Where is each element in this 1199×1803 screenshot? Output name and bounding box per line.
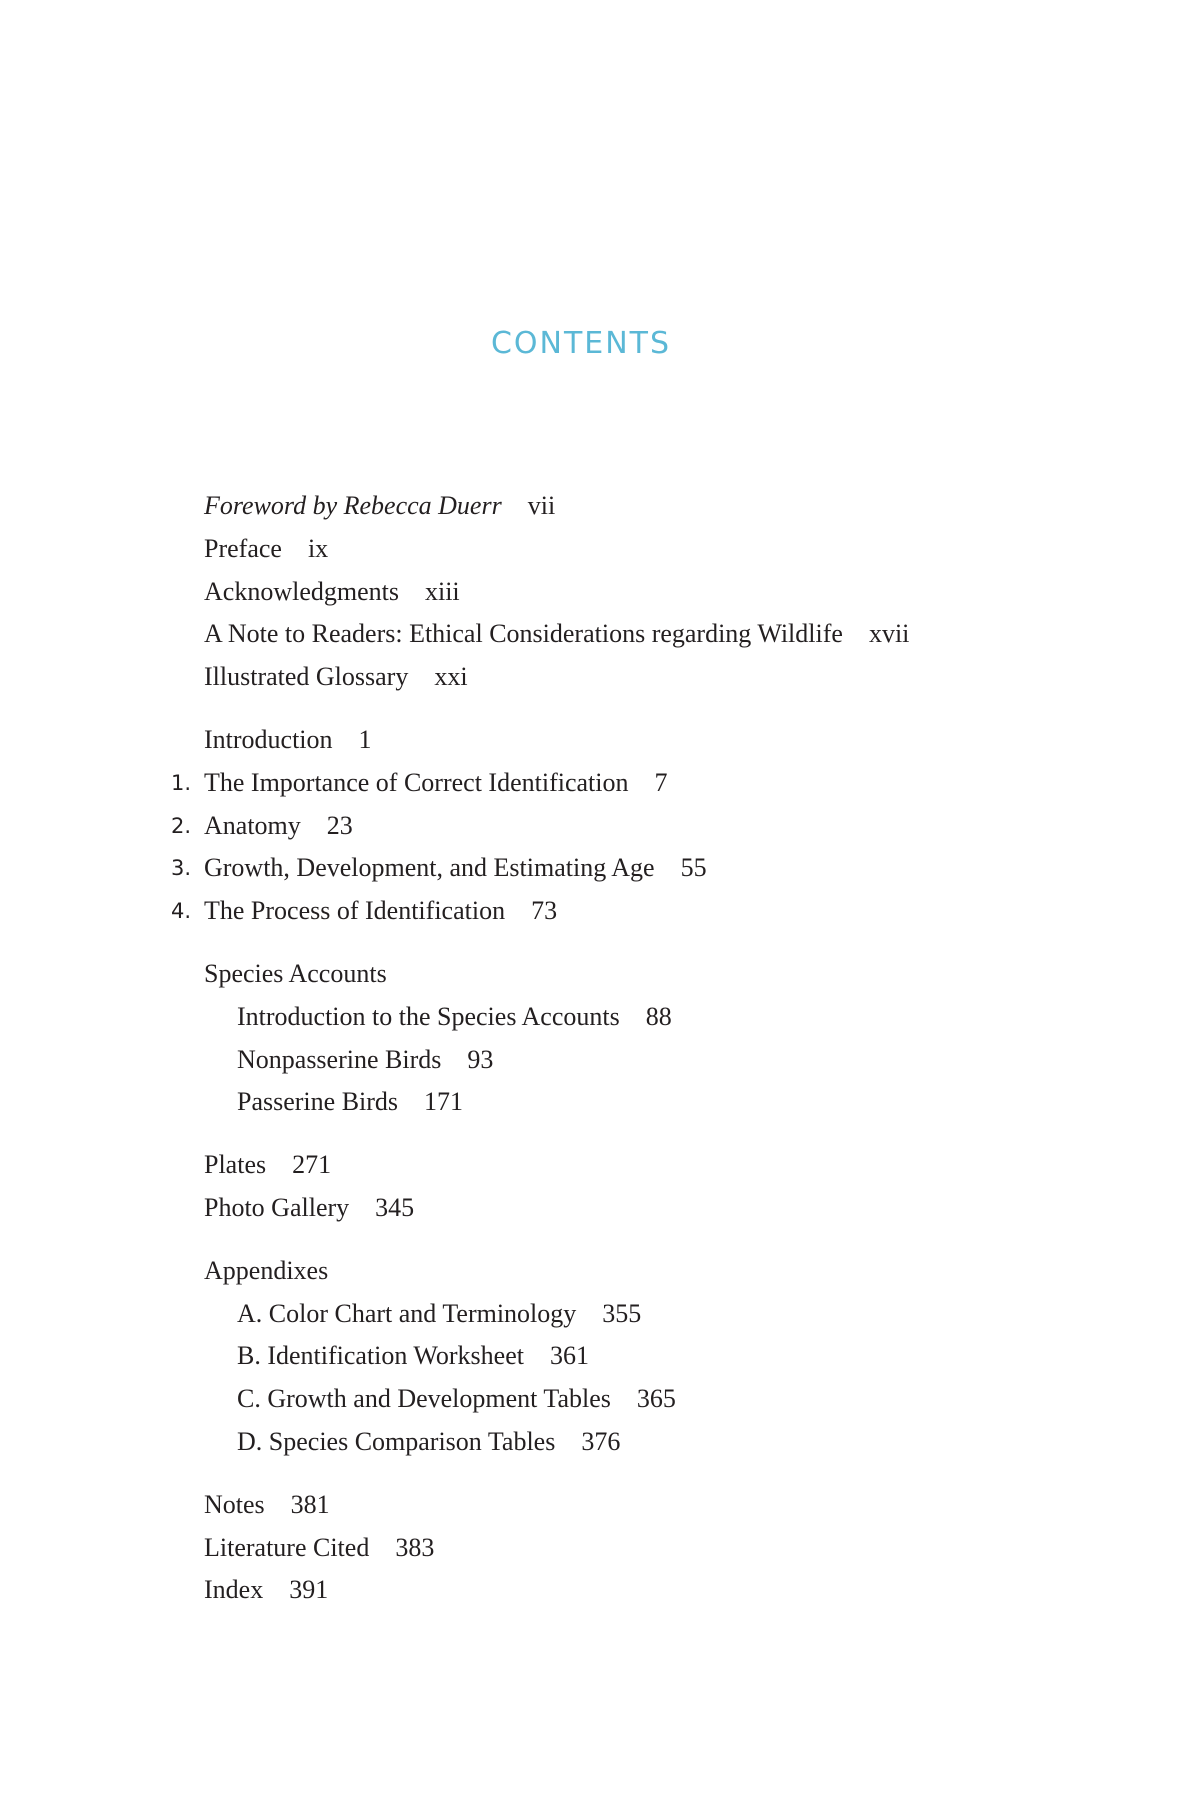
toc-entry[interactable] bbox=[0, 1527, 1199, 1570]
entry-title: The Process of Identification bbox=[204, 896, 506, 926]
entry-title: D. Species Comparison Tables bbox=[237, 1426, 556, 1456]
entry-title: A Note to Readers: Ethical Considerations regarding Wildlife bbox=[204, 619, 843, 649]
toc-entry[interactable] bbox=[0, 485, 1199, 528]
entry-title: Species Accounts bbox=[204, 958, 387, 988]
entry-title: A. Color Chart and Terminology bbox=[237, 1298, 577, 1328]
entry-title: The Importance of Correct Identification bbox=[204, 767, 629, 797]
entry-title: Anatomy bbox=[204, 810, 301, 840]
toc-entry[interactable] bbox=[0, 762, 1199, 805]
toc-group bbox=[0, 719, 1199, 933]
page-number: vii bbox=[527, 491, 556, 520]
page-number: 361 bbox=[549, 1341, 589, 1371]
page-number: 7 bbox=[654, 767, 668, 797]
toc-entry[interactable] bbox=[0, 805, 1199, 848]
entry-title: Literature Cited bbox=[204, 1532, 370, 1562]
entry-title: Introduction bbox=[204, 724, 333, 754]
toc-entry[interactable] bbox=[0, 1081, 1199, 1124]
toc-group bbox=[0, 953, 1199, 1124]
chapter-number: 4. bbox=[171, 899, 192, 924]
page-number: xxi bbox=[434, 662, 468, 692]
toc-entry[interactable] bbox=[0, 1335, 1199, 1378]
toc-entry[interactable] bbox=[0, 1421, 1199, 1464]
entry-title: Plates bbox=[204, 1150, 267, 1180]
toc-entry[interactable] bbox=[0, 1569, 1199, 1612]
entry-title: Illustrated Glossary bbox=[204, 662, 409, 692]
toc-entry[interactable] bbox=[0, 953, 1199, 996]
toc-group bbox=[0, 1250, 1199, 1464]
entry-title: Nonpasserine Birds bbox=[237, 1044, 442, 1074]
page-number: 23 bbox=[326, 810, 353, 840]
toc-entry[interactable] bbox=[0, 847, 1199, 890]
entry-title: Passerine Birds bbox=[237, 1087, 399, 1117]
page-number: 381 bbox=[290, 1489, 330, 1519]
entry-title: Introduction to the Species Accounts bbox=[237, 1001, 620, 1031]
page-title: CONTENTS bbox=[490, 326, 672, 362]
toc-entry[interactable] bbox=[0, 1039, 1199, 1082]
chapter-number: 3. bbox=[171, 856, 192, 881]
chapter-number: 2. bbox=[171, 813, 192, 838]
page-number: 376 bbox=[581, 1426, 621, 1456]
page-number: 365 bbox=[636, 1384, 676, 1414]
page-number: xiii bbox=[424, 576, 460, 606]
page-number: 391 bbox=[289, 1575, 329, 1605]
toc-group bbox=[0, 1144, 1199, 1230]
entry-title: B. Identification Worksheet bbox=[237, 1341, 524, 1371]
toc-entry[interactable] bbox=[0, 890, 1199, 933]
toc-entry[interactable] bbox=[0, 1378, 1199, 1421]
toc-entry[interactable] bbox=[0, 1187, 1199, 1230]
toc-entry[interactable] bbox=[0, 1484, 1199, 1527]
toc-entry[interactable] bbox=[0, 656, 1199, 699]
entry-title: Notes bbox=[204, 1489, 265, 1519]
toc-group bbox=[0, 485, 1199, 699]
toc-entry[interactable] bbox=[0, 1250, 1199, 1293]
toc-entry[interactable] bbox=[0, 613, 1199, 656]
page-number: 55 bbox=[680, 853, 707, 883]
chapter-number: 1. bbox=[171, 770, 192, 795]
toc-entry[interactable] bbox=[0, 719, 1199, 762]
toc-entry[interactable] bbox=[0, 1293, 1199, 1336]
page-number: 271 bbox=[292, 1150, 332, 1180]
entry-title: Preface bbox=[204, 533, 282, 563]
entry-title: Foreword by Rebecca Duerr bbox=[204, 491, 502, 520]
toc-entry[interactable] bbox=[0, 571, 1199, 614]
page-number: 93 bbox=[467, 1044, 494, 1074]
toc-entry[interactable] bbox=[0, 1144, 1199, 1187]
page-number: xvii bbox=[868, 619, 910, 649]
page-number: ix bbox=[307, 533, 329, 563]
toc-entry[interactable] bbox=[0, 996, 1199, 1039]
toc-entry[interactable] bbox=[0, 528, 1199, 571]
page-number: 88 bbox=[645, 1001, 672, 1031]
table-of-contents bbox=[0, 485, 1199, 1632]
entry-title: Appendixes bbox=[204, 1255, 329, 1285]
entry-title: Acknowledgments bbox=[204, 576, 399, 606]
page-number: 355 bbox=[602, 1298, 642, 1328]
page-number: 383 bbox=[395, 1532, 435, 1562]
entry-title: Photo Gallery bbox=[204, 1192, 350, 1222]
entry-title: C. Growth and Development Tables bbox=[237, 1384, 611, 1414]
page-number: 73 bbox=[531, 896, 558, 926]
entry-title: Growth, Development, and Estimating Age bbox=[204, 853, 655, 883]
page-number: 171 bbox=[424, 1087, 464, 1117]
toc-group bbox=[0, 1484, 1199, 1612]
page-number: 1 bbox=[358, 724, 372, 754]
entry-title: Index bbox=[204, 1575, 264, 1605]
page-number: 345 bbox=[375, 1192, 415, 1222]
